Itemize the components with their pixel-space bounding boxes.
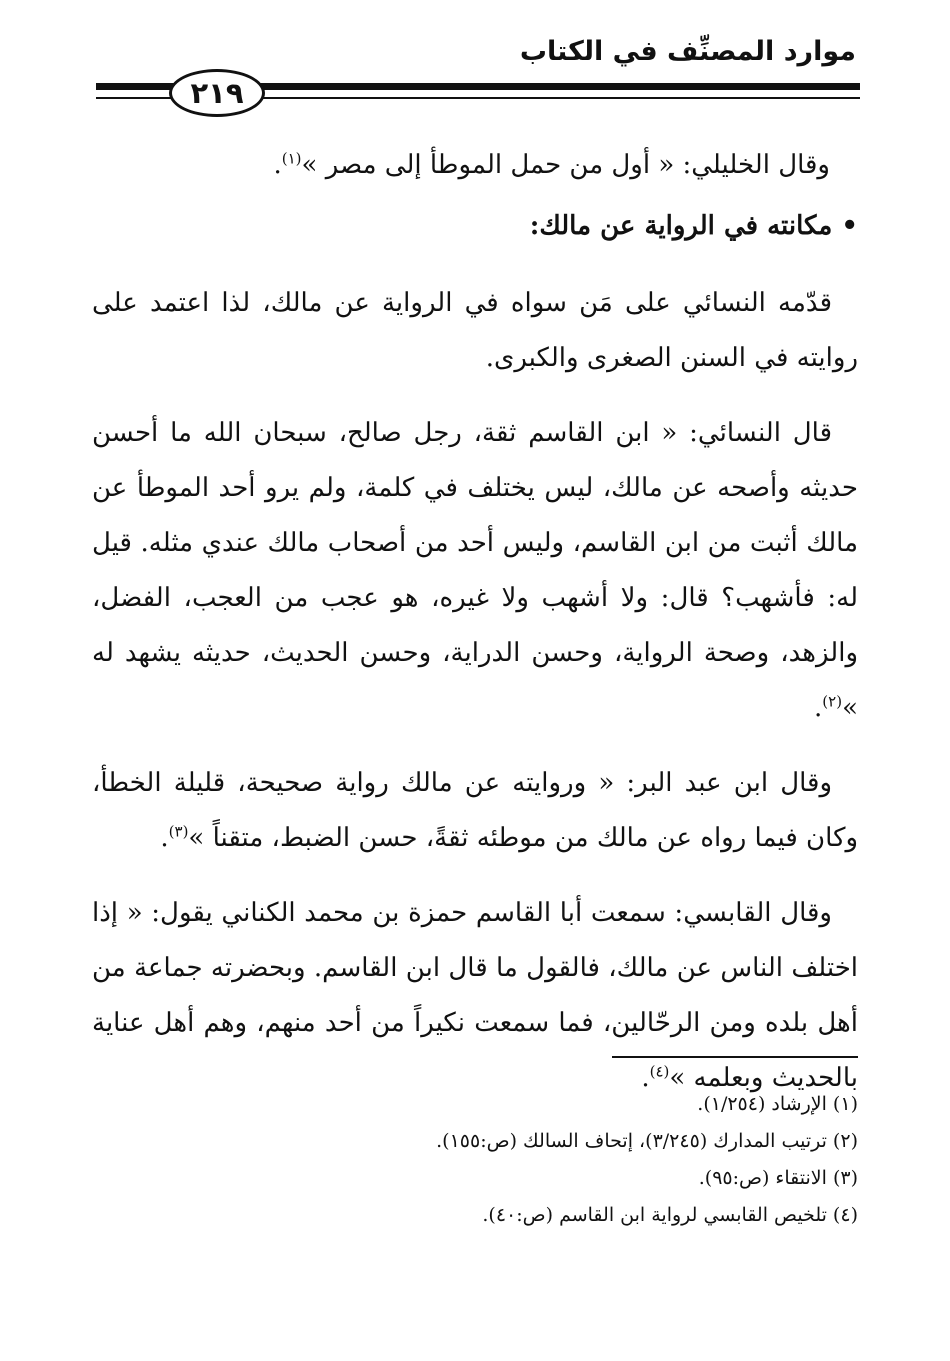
- footnote-1: (١) الإرشاد (١/٢٥٤).: [697, 1093, 858, 1115]
- footnote-separator: [612, 1056, 858, 1058]
- paragraph-3: [92, 756, 858, 866]
- line-end-mark: .: [160, 823, 169, 853]
- line-end-mark: .: [273, 150, 282, 180]
- paragraph-text: قال النسائي: « ابن القاسم ثقة، رجل صالح، سبحان الله ما أحسن حديثه وأصحه عن مالك، ليس يختلف في كلمة، ولم يرو أحد الموطأ عن مالك أثبت من ابن القاسم، وليس أحد من أصحاب مالك عندي مثله. قيل له: فأشهب؟ قال: ولا أشهب ولا غيره، هو عجب من العجب، الفضل، والزهد، وصحة الرواية، وحسن الدراية، وحسن الحديث، حديثه يشهد له »: [92, 418, 858, 723]
- page-body: [92, 138, 858, 1126]
- quote-line-khalili: [92, 138, 830, 193]
- quote-text: وقال الخليلي: « أول من حمل الموطأ إلى مصر »: [301, 150, 830, 180]
- footnote-ref: (٢): [822, 692, 843, 711]
- footnotes: [92, 1086, 858, 1234]
- running-header-title: موارد المصنِّف في الكتاب: [519, 36, 856, 67]
- section-heading: • مكانته في الرواية عن مالك:: [529, 211, 858, 241]
- paragraph-text: وقال ابن عبد البر: « وروايته عن مالك رواية صحيحة، قليلة الخطأ، وكان فيما رواه عن مالك من موطئه ثقةً، حسن الضبط، متقناً »: [92, 768, 858, 853]
- footnote-ref: (٣): [168, 822, 189, 841]
- footnote-ref: (٤): [649, 1062, 670, 1081]
- line-end-mark: .: [814, 693, 823, 723]
- footnote-3: (٣) الانتقاء (ص:٩٥).: [698, 1167, 858, 1189]
- footnote-2: (٢) ترتيب المدارك (٣/٢٤٥)، إتحاف السالك (ص:١٥٥).: [436, 1130, 858, 1152]
- page-number: ٢١٩: [190, 76, 244, 110]
- paragraph-4: [92, 886, 858, 1106]
- line-end-mark: .: [641, 1063, 650, 1093]
- paragraph-1: قدّمه النسائي على مَن سواه في الرواية عن مالك، لذا اعتمد على روايته في السنن الصغرى والكبرى.: [92, 288, 858, 373]
- paragraph-2: [92, 406, 858, 736]
- footnote-ref: (١): [281, 149, 302, 168]
- page-number-badge: [169, 69, 265, 117]
- paragraph-text: وقال القابسي: سمعت أبا القاسم حمزة بن محمد الكناني يقول: « إذا اختلف الناس عن مالك، فالقول ما قال ابن القاسم. وبحضرته جماعة من أهل بلده ومن الرحّالين، فما سمعت نكيراً من أحد منهم، وهم أهل عناية بالحديث وبعلمه »: [92, 898, 858, 1093]
- footnote-4: (٤) تلخيص القابسي لرواية ابن القاسم (ص:٤٠).: [482, 1204, 858, 1226]
